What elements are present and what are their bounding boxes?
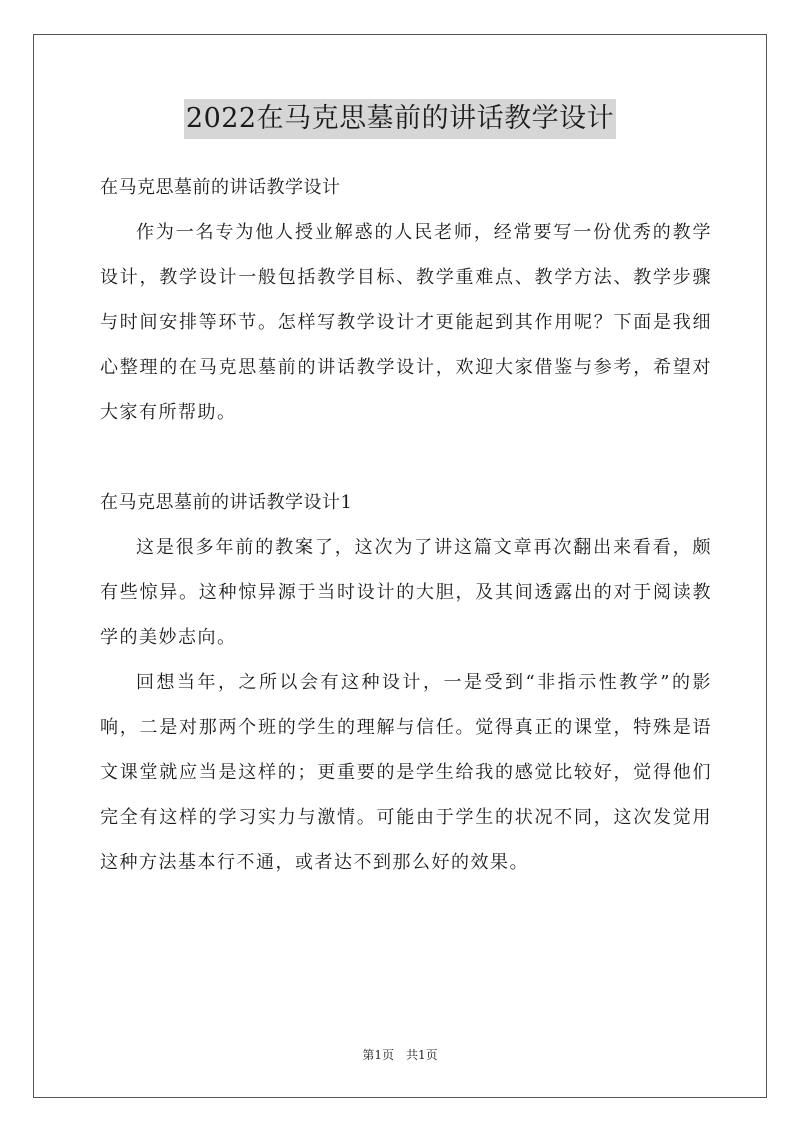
body-paragraph-1: 这是很多年前的教案了，这次为了讲这篇文章再次翻出来看看，颇有些惊异。这种惊异源于当时设计的大胆，及其间透露出的对于阅读教学的美妙志向。 (100, 537, 712, 648)
document-title-container (0, 99, 800, 139)
page-number: 第1页 共1页 (362, 1048, 438, 1062)
paragraph-spacer (100, 435, 712, 480)
body-paragraph-2: 回想当年，之所以会有这种设计，一是受到“非指示性教学”的影响，二是对那两个班的学生的理解与信任。觉得真正的课堂，特殊是语文课堂就应当是这样的；更重要的是学生给我的感觉比较好，觉得他们完全有这样的学习实力与激情。可能由于学生的状况不同，这次发觉用这种方法基本行不通，或者达不到那么好的效果。 (100, 672, 712, 873)
document-body (100, 165, 712, 885)
subheading-section-1: 在马克思墓前的讲话教学设计1 (100, 492, 353, 513)
page-footer (0, 1046, 800, 1063)
intro-paragraph: 作为一名专为他人授业解惑的人民老师，经常要写一份优秀的教学设计，教学设计一般包括教学目标、教学重难点、教学方法、教学步骤与时间安排等环节。怎样写教学设计才更能起到其作用呢？下面是我细心整理的在马克思墓前的讲话教学设计，欢迎大家借鉴与参考，希望对大家有所帮助。 (100, 222, 712, 423)
document-title: 2022在马克思墓前的讲话教学设计 (184, 99, 616, 139)
subheading-intro: 在马克思墓前的讲话教学设计 (100, 177, 341, 198)
